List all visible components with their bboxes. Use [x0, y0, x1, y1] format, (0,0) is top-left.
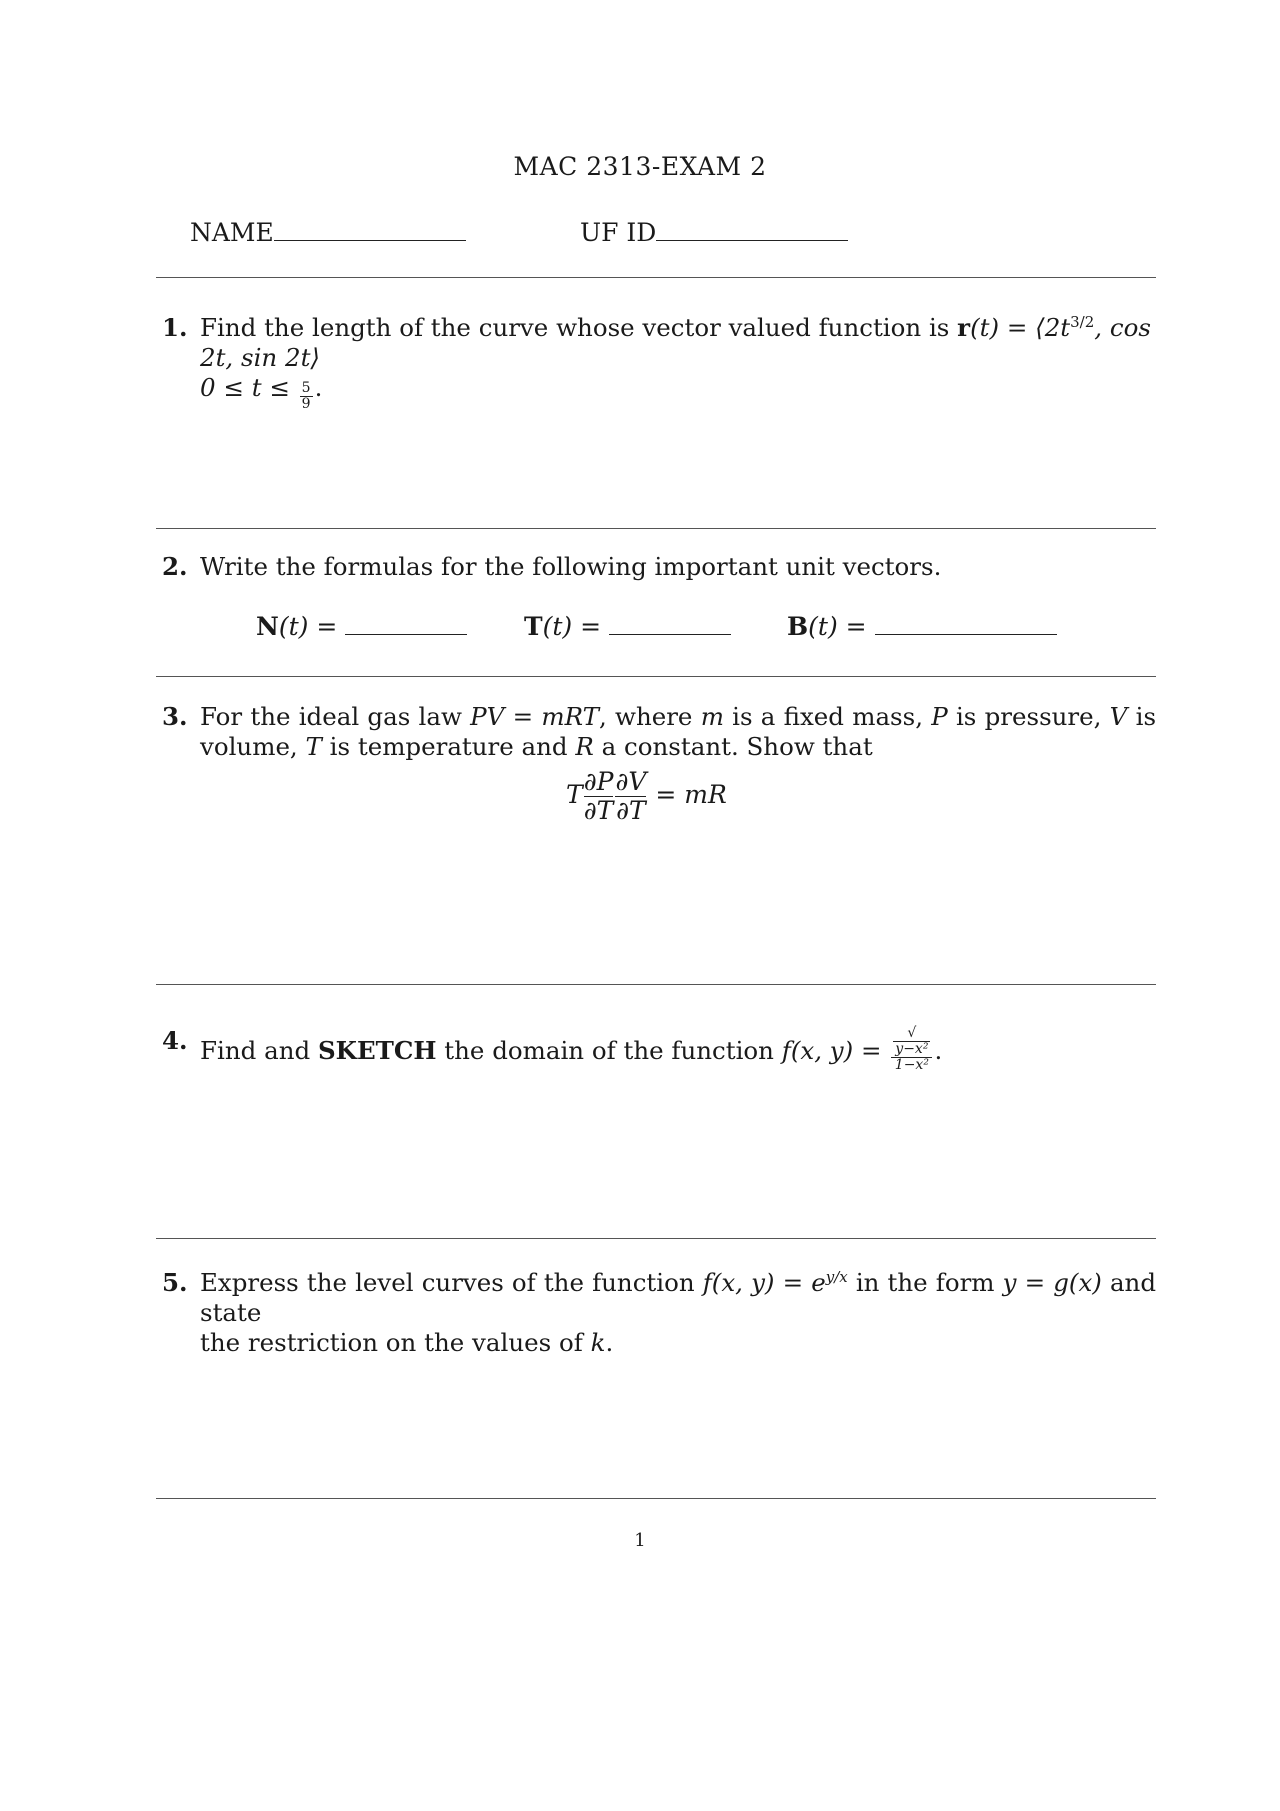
math-expr: 0 ≤ t ≤ — [200, 373, 298, 402]
problem-text: is a fixed mass, — [723, 702, 932, 731]
problem-4 — [162, 1025, 1156, 1073]
divider — [156, 1498, 1156, 1499]
problem-text: in the form — [847, 1268, 1003, 1297]
problem-text: , where — [598, 702, 701, 731]
gas-law-equation — [566, 768, 727, 825]
math-expr: = mR — [655, 780, 727, 809]
problem-3 — [162, 702, 1157, 762]
exam-title: MAC 2313-EXAM 2 — [513, 152, 767, 181]
problem-3-line-2 — [200, 732, 1156, 762]
problem-3-line-1 — [200, 702, 1156, 732]
math-expr: (t) = — [278, 612, 338, 641]
punctuation: . — [314, 373, 323, 402]
math-expr: f(x, y) = — [781, 1036, 882, 1065]
problem-1 — [162, 313, 1156, 412]
problem-text: a constant. Show that — [593, 732, 873, 761]
problem-number: 3. — [162, 702, 188, 731]
unit-vector-b — [787, 612, 1057, 641]
ufid-blank — [656, 222, 848, 241]
divider — [156, 676, 1156, 677]
divider — [156, 528, 1156, 529]
problem-5-line-2 — [200, 1328, 1156, 1358]
problem-5-line-1 — [200, 1268, 1156, 1328]
fraction-numerator: √ y−x² — [891, 1026, 932, 1058]
fraction — [300, 381, 313, 412]
fraction-numerator: ∂P — [583, 767, 614, 796]
problem-text: For the ideal gas law — [200, 702, 471, 731]
problem-number: 5. — [162, 1268, 188, 1297]
math-expr: T — [305, 732, 322, 761]
problem-text: Write the formulas for the following important unit vectors. — [200, 552, 942, 581]
answer-blank — [875, 616, 1057, 635]
problem-1-line-2 — [200, 373, 1156, 412]
name-blank — [274, 222, 466, 241]
math-expr: T — [566, 780, 583, 809]
ufid-field — [580, 218, 848, 247]
problem-1-line-1 — [200, 313, 1156, 373]
divider — [156, 984, 1156, 985]
vector-symbol: N — [256, 612, 279, 641]
divider — [156, 277, 1156, 278]
problem-text: the domain of the function — [436, 1036, 782, 1065]
fraction-numerator: 5 — [301, 380, 311, 396]
fraction — [891, 1026, 932, 1073]
fraction-numerator: ∂V — [615, 767, 647, 796]
fraction-denominator: ∂T — [616, 796, 646, 825]
ufid-label: UF ID — [580, 218, 657, 247]
name-field — [190, 218, 466, 247]
math-expr: P — [931, 702, 948, 731]
math-expr: y = g(x) — [1002, 1268, 1102, 1297]
unit-vector-n — [256, 612, 467, 641]
problem-2 — [162, 552, 1156, 582]
punctuation: . — [605, 1328, 614, 1357]
divider — [156, 1238, 1156, 1239]
exponent: y/x — [825, 1268, 848, 1286]
math-expr: f(x, y) = e — [702, 1268, 826, 1297]
problem-text: and state — [200, 1268, 1157, 1327]
vector-symbol: B — [787, 612, 809, 641]
math-expr: R — [575, 732, 594, 761]
problem-text: is pressure, — [947, 702, 1110, 731]
partial-fraction — [584, 768, 614, 825]
vector-symbol: r — [957, 313, 971, 342]
fraction-denominator: ∂T — [583, 796, 614, 825]
fraction-denominator: 1−x² — [894, 1057, 929, 1073]
partial-fraction — [615, 768, 646, 825]
problem-5 — [162, 1268, 1157, 1358]
problem-text: is temperature and — [321, 732, 576, 761]
answer-blank — [609, 616, 731, 635]
exponent: 3/2 — [1070, 313, 1095, 331]
fraction-denominator: 9 — [301, 396, 311, 412]
problem-number: 4. — [162, 1026, 188, 1055]
emphasis-text: SKETCH — [317, 1036, 437, 1065]
vector-symbol: T — [524, 612, 543, 641]
problem-number: 1. — [162, 313, 188, 342]
problem-text: volume, — [200, 732, 306, 761]
math-expr: , cos 2t, sin 2t⟩ — [200, 313, 1151, 372]
math-expr: (t) = — [808, 612, 867, 641]
math-expr: (t) = — [542, 612, 602, 641]
radicand: y−x² — [895, 1041, 929, 1057]
problem-text: Express the level curves of the function — [200, 1268, 703, 1297]
answer-blank — [345, 616, 467, 635]
problem-text: the restriction on the values of — [200, 1328, 591, 1357]
math-expr: V — [1109, 702, 1128, 731]
problem-text: Find the length of the curve whose vector valued function is — [200, 313, 958, 342]
problem-text: is — [1127, 702, 1157, 731]
math-expr: PV = mRT — [470, 702, 599, 731]
problem-number: 2. — [162, 552, 188, 581]
page-number: 1 — [634, 1530, 646, 1551]
problem-text: Find and — [200, 1036, 318, 1065]
punctuation: . — [934, 1036, 943, 1065]
math-expr: k — [590, 1328, 606, 1357]
unit-vector-t — [524, 612, 731, 641]
name-label: NAME — [190, 218, 274, 247]
math-expr: m — [700, 702, 724, 731]
math-expr: (t) = ⟨2t — [970, 313, 1071, 342]
